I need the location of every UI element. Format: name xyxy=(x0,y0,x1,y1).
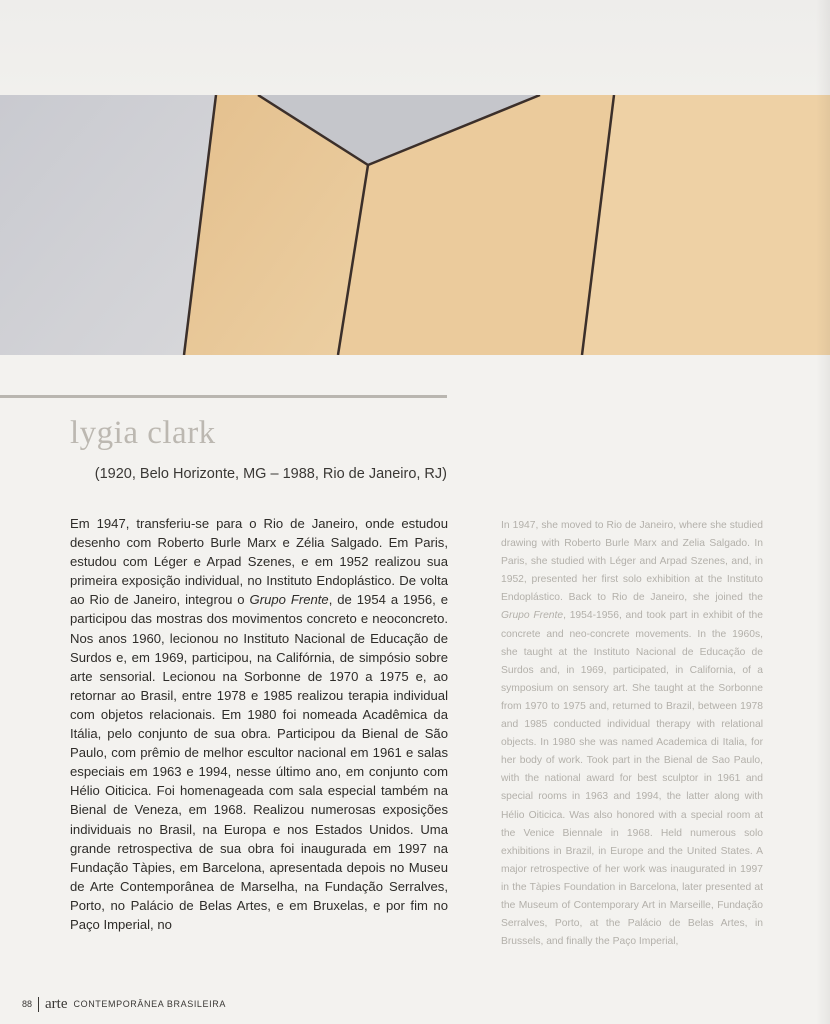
artist-name: lygia clark xyxy=(70,415,216,451)
publication-name: arte xyxy=(45,995,68,1012)
section-rule xyxy=(0,395,447,398)
page-number: 88 xyxy=(22,999,33,1009)
wood-right-panel xyxy=(582,95,830,355)
publication-subtitle: CONTEMPORÂNEA BRASILEIRA xyxy=(73,999,226,1009)
artwork-photo xyxy=(0,95,830,355)
footer-divider xyxy=(38,997,39,1012)
biography-english xyxy=(501,517,763,951)
biography-pt-paragraph xyxy=(70,514,448,934)
bio-pt-group: Grupo Frente xyxy=(249,592,329,608)
biography-portuguese xyxy=(70,514,448,934)
grey-left-panel xyxy=(0,95,216,355)
page-footer xyxy=(22,995,226,1013)
bio-pt-part1: Em 1947, transferiu-se para o Rio de Janeiro, onde estudou desenho com Roberto Burle Marx e Zélia Salgado. Em Paris, estudou com Léger e Arpad Szenes, e em 1952 realizou sua primeira exposição individual, no Instituto Endoplástico. De volta ao Rio de Janeiro, integrou o xyxy=(70,516,448,608)
bio-en-part1: In 1947, she moved to Rio de Janeiro, where she studied drawing with Roberto Burle Marx and Zelia Salgado. In Paris, she studied with Léger and Arpad Szenes, and, in 1952, presented her first solo exhibition at the Instituto Endoplástico. Back to Rio de Janeiro, she joined the xyxy=(501,520,763,604)
bio-en-group: Grupo Frente xyxy=(501,610,564,622)
biography-en-paragraph xyxy=(501,517,763,951)
artist-dates: (1920, Belo Horizonte, MG – 1988, Rio de Janeiro, RJ) xyxy=(94,466,447,482)
bio-en-part2: , 1954-1956, and took part in exhibit of the concrete and neo-concrete movements. In the 1960s, she taught at the Instituto Nacional de Educação de Surdos and, in 1969, participated, in California, of a symposium on sensory art. She taught at the Sorbonne from 1970 to 1975 and, returned to Brazil, between 1978 and 1985 conducted individual therapy with relational objects. In 1980 she was named Academica di Italia, for her body of work. Took part in the Bienal de Sao Paulo, with the national award for best sculptor in 1961 and special rooms in 1963 and 1994, the latter along with Hélio Oiticica. Was also honored with a special room at the Venice Biennale in 1968. Held numerous solo exhibitions in Brazil, in Europe and the United States. A major retrospective of her work was inaugurated in 1997 in the Tàpies Foundation in Barcelona, later presented at the Museum of Contemporary Art in Marseille, Fundação Serralves, Porto, at the Palácio de Belas Artes, in Brussels, and finally the Paço Imperial, xyxy=(501,610,763,948)
bio-pt-part2: , de 1954 a 1956, e participou das mostras dos movimentos concreto e neoconcreto. Nos anos 1960, lecionou no Instituto Nacional de Educação de Surdos e, em 1969, participou, na Califórnia, de simpósio sobre arte sensorial. Lecionou na Sorbonne de 1970 a 1975 e, ao retornar ao Brasil, entre 1978 e 1985 realizou terapia individual com objetos relacionais. Em 1980 foi nomeada Acadêmica da Itália, pelo conjunto de sua obra. Participou da Bienal de São Paulo, com prêmio de melhor escultor nacional em 1961 e salas especiais em 1963 e 1994, nesse último ano, em conjunto com Hélio Oiticica. Foi homenageada com sala especial também na Bienal de Veneza, em 1968. Realizou numerosas exposições individuais no Brasil, na Europa e nos Estados Unidos. Uma grande retrospectiva de sua obra foi inaugurada em 1997 na Fundação Tàpies, em Barcelona, apresentada depois no Museu de Arte Contemporânea de Marselha, na Fundação Serralves, Porto, no Palácio de Belas Artes, e em Bruxelas, e por fim no Paço Imperial, no xyxy=(70,592,448,932)
top-margin xyxy=(0,0,830,95)
page-edge-shadow xyxy=(816,0,830,1024)
